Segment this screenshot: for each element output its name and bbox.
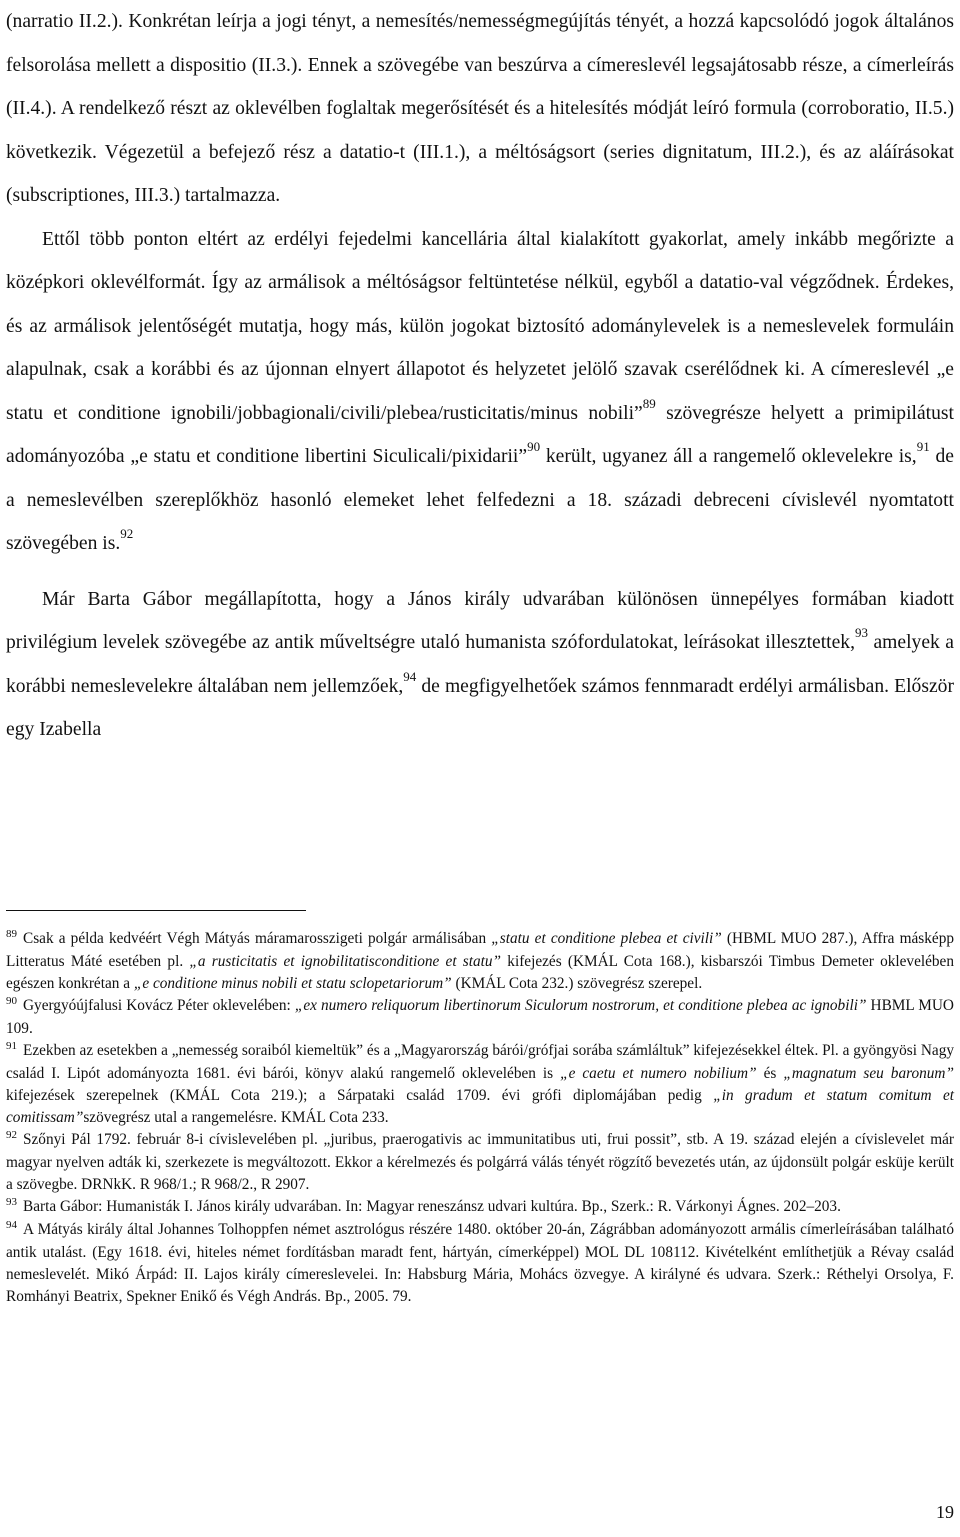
- footnote-quote: „magnatum seu baronum”: [783, 1065, 954, 1082]
- footnote-text: szövegrész utal a rangemelésre. KMÁL Cota 233.: [83, 1109, 389, 1126]
- footnote-text: Barta Gábor: Humanisták I. János király udvarában. In: Magyar reneszánsz udvari kultúra. Bp., Szerk.: R. Várkonyi Ágnes. 202–203.: [23, 1198, 841, 1215]
- footnote-ref[interactable]: 89: [642, 395, 656, 411]
- page-number: 19: [936, 1502, 954, 1522]
- footnote-quote: „ex numero reliquorum libertinorum Siculorum nostrorum, et conditione plebea ac ignobili”: [294, 997, 867, 1014]
- footnote-ref[interactable]: 92: [120, 526, 134, 542]
- footnote-text: Csak a példa kedvéért Végh Mátyás máramarosszigeti polgár armálisában: [23, 930, 492, 947]
- footnote-number: 94: [6, 1219, 17, 1231]
- footnote-text: Szőnyi Pál 1792. február 8-i cívislevelében pl. „juribus, praerogativis ac immunitatibus uti, frui possit”, stb. A 19. század elején a cívislevelet már magyar nyelven adták ki, szerkezete is megváltozott. Ekkor a kérelmezés és polgárrá válás tényét rögzítő bevezetés után, az újdonsült polgár esküje került a szövegbe. DRNkK. R 968/1.; R 968/2., R 2907.: [6, 1131, 954, 1193]
- footnote-text: (KMÁL Cota 232.) szövegrész szerepel.: [451, 975, 703, 992]
- text-line: beszúrva a címereslevél legsajátosabb része, a címerleírás (II.4.). A rendelkező részt az: [6, 54, 954, 119]
- footnote-ref[interactable]: 91: [916, 439, 930, 455]
- footnote-number: 89: [6, 928, 17, 940]
- paragraph-2: [6, 218, 954, 566]
- footnote-91: [6, 1040, 954, 1129]
- text-run: de a nemeslevélben szereplőkhöz hasonló elemeket lehet felfedezni a 18. századi debreceni cívislevél nyomtatott szövegében is.: [6, 446, 954, 554]
- text-line: kapcsolódó jogok általános felsorolása mellett a dispositio (II.3.). Ennek a szövegébe van: [6, 11, 955, 76]
- text-run: Már Barta Gábor megállapította, hogy a János király udvarában különösen ünnepélyes formában kiadott privilégium levelek szövegébe az antik műveltségre utaló humanista szófordulatokat, leírásokat illesztettek,: [6, 588, 954, 653]
- text-run: Ettől több ponton eltért az erdélyi fejedelmi kancellária által kialakított gyakorlat, amely inkább megőrizte a középkori oklevélformát. Így az armálisok a méltóságsor feltüntetése nélkül, egyből a datatio-val végződnek. Érdekes, és az armálisok jelentőségét mutatja, hogy más, külön jogokat biztosító adománylevelek is a nemeslevelek formuláin alapulnak, csak a korábbi és az újonnan elnyert állapotot és helyzetet jelölő szavak cserélődnek ki. A címereslevél „e statu et conditione ignobili/jobbagionali/civili/plebea/rusticitatis/minus nobili”: [6, 228, 954, 424]
- footnote-text: és: [756, 1065, 784, 1082]
- footnote-90: [6, 995, 954, 1040]
- text-line: oklevélben foglaltak megerősítését és a hitelesítés módját leíró formula (corroboratio, II.5.): [235, 98, 954, 119]
- footnote-89: [6, 928, 954, 995]
- footnote-quote: „e caetu et numero nobilium”: [560, 1065, 757, 1082]
- footnote-text: kifejezés (KMÁL Cota 168.), kisbarszói Timbus Demeter oklevelében egészen konkrétan a: [6, 953, 954, 992]
- footnote-number: 92: [6, 1129, 17, 1141]
- footnote-93: [6, 1196, 954, 1219]
- footnote-quote: „e conditione minus nobili et statu sclopetariorum”: [133, 975, 452, 992]
- footnote-separator: [6, 910, 306, 911]
- footnote-94: [6, 1219, 954, 1308]
- footnote-ref[interactable]: 90: [527, 439, 541, 455]
- footnote-text: Gyergyóújfalusi Kovácz Péter oklevelében:: [23, 997, 295, 1014]
- paragraph-3: [6, 578, 954, 752]
- text-run: amelyek a korábbi nemeslevelekre általában nem jellemzőek,: [6, 632, 954, 697]
- footnote-quote: „in gradum et statum comitum et comitissam”: [6, 1087, 954, 1126]
- footnote-text: Ezekben az esetekben a „nemesség soraiból kiemeltük” és a „Magyarország bárói/grófjai sorába számláltuk” kifejezésekkel éltek. Pl. a gyöngyösi Nagy család I. Lipót adományozta 1681. évi bárói, könyv alakú rangemelő oklevelében is: [6, 1042, 954, 1082]
- footnote-text: A Mátyás király által Johannes Tolhoppfen német asztrológus részére 1480. október 20-án, Zágrábban adományozott armális címerleírásában található antik utalást. (Egy 1618. évi, hiteles német fordításban maradt fent, hártyán, címerképpel) MOL DL 108112. Kivételként említhetjük a Révay család nemeslevelét. Mikó Árpád: II. Lajos király címereslevelei. In: Habsburg Mária, Mohács özvegye. A királyné és udvara. Szerk.: Réthelyi Orsolya, F. Romhányi Beatrix, Spekner Enikő és Végh András. Bp., 2005. 79.: [6, 1221, 954, 1305]
- text-run: került, ugyanez áll a rangemelő oklevelekre is,: [540, 446, 917, 467]
- footnote-quote: „a rusticitatis et ignobilitatisconditione et statu”: [189, 953, 502, 970]
- body-text: [6, 0, 954, 752]
- footnote-number: 90: [6, 995, 17, 1007]
- footnotes: [6, 928, 954, 1308]
- text-run: szövegrésze helyett a primipilátust adományozóba „e statu et conditione libertini Siculicali/pixidarii”: [6, 402, 954, 467]
- footnote-ref[interactable]: 94: [403, 668, 417, 684]
- text-line: III.2.), és az aláírásokat (subscriptiones, III.3.) tartalmazza.: [6, 141, 954, 206]
- footnote-92: [6, 1129, 954, 1196]
- footnote-text: (HBML MUO 287.), Affra másképp Litteratus Máté esetében pl.: [6, 930, 955, 970]
- footnote-text: kifejezések szerepelnek (KMÁL Cota 219.); a Sárpataki család 1709. évi grófi diplomájában pedig: [6, 1087, 714, 1104]
- footnote-number: 93: [6, 1196, 17, 1208]
- text-line: következik. Végezetül a befejező rész a datatio-t (III.1.), a méltóságsort (series dignitatum,: [6, 141, 761, 163]
- footnote-text: HBML MUO 109.: [6, 997, 954, 1037]
- footnote-quote: „statu et conditione plebea et civili”: [491, 930, 722, 947]
- footnote-ref[interactable]: 93: [855, 625, 868, 641]
- footnote-number: 91: [6, 1040, 17, 1052]
- paragraph-1: [6, 0, 954, 218]
- text-run: de megfigyelhetőek számos fennmaradt erdélyi armálisban. Először egy Izabella: [6, 675, 954, 740]
- text-line: (narratio II.2.). Konkrétan leírja a jogi tényt, a nemesítés/nemességmegújítás tényét, a hozzá: [6, 11, 740, 32]
